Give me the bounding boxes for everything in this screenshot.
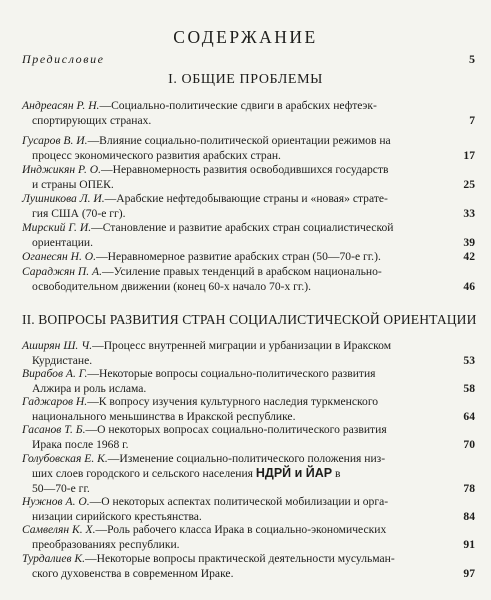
toc-entry [22, 220, 475, 250]
toc-entry [22, 522, 475, 552]
country-abbreviations: НДРЙ и ЙАР [255, 466, 333, 480]
toc-entry [22, 98, 475, 128]
entry-title: —Неравномерное развитие арабских стран (50—70-е гг.). [96, 250, 381, 263]
entry-title-continued: низации сирийского крестьянства. [32, 510, 202, 523]
entry-title: —Арабские нефтедобывающие страны и «новая» страте- [104, 192, 388, 205]
page-number: 5 [469, 52, 475, 66]
page-number: 91 [463, 538, 475, 551]
entry-title: —Некоторые вопросы социально-политического развития [87, 367, 376, 380]
section-heading-general-problems: I. ОБЩИЕ ПРОБЛЕМЫ [168, 72, 323, 87]
entry-title: —Влияние социально-политической ориентации режимов на [87, 134, 391, 147]
page-number: 70 [463, 438, 475, 451]
entry-title: —Изменение социально-политического положения низ- [107, 452, 386, 465]
page-title: СОДЕРЖАНИЕ [173, 27, 318, 47]
entry-author: Аширян Ш. Ч. [22, 339, 93, 352]
entry-title-continued: ского духовенства в современном Ираке. [32, 567, 234, 580]
page-number: 78 [463, 482, 475, 495]
toc-entry [22, 133, 475, 163]
entry-author: Вирабов А. Г. [22, 367, 88, 380]
toc-entry-preface [22, 52, 475, 67]
page-number: 64 [463, 410, 475, 423]
toc-entry [22, 394, 475, 424]
page-number: 84 [463, 510, 475, 523]
page-number: 53 [463, 354, 475, 367]
entry-title-continued: и страны ОПЕК. [32, 178, 114, 191]
entry-title-continued: национального меньшинства в Иракской республике. [32, 410, 296, 423]
entry-author: Инджикян Р. О. [22, 163, 102, 176]
entry-author: Нужнов А. О. [22, 495, 90, 508]
entry-author: Гусаров В. И. [22, 134, 88, 147]
entry-author: Турдалиев К. [22, 552, 85, 565]
entry-title-continued: гия США (70-е гг). [32, 207, 126, 220]
toc-entry [22, 451, 475, 496]
entry-title-continued: освободительном движении (конец 60-х начало 70-х гг.). [32, 280, 312, 293]
entry-title: —Социально-политические сдвиги в арабских нефтеэк- [99, 99, 377, 112]
entry-title-continued: Ирака после 1968 г. [32, 438, 129, 451]
entry-title-continued: Курдистане. [32, 354, 93, 367]
entry-author: Андреасян Р. Н. [22, 99, 100, 112]
page-number: 42 [463, 250, 475, 263]
entry-title: —Усиление правых тенденций в арабском национально- [102, 265, 382, 278]
page-number: 97 [463, 567, 475, 580]
entry-title-continued: 50—70-е гг. [32, 482, 90, 495]
entry-title-continued: ших слоев городского и сельского населения [32, 467, 256, 480]
page-number: 58 [463, 382, 475, 395]
entry-author: Лушникова Л. И. [22, 192, 105, 205]
entry-author: Гасанов Т. Б. [22, 423, 86, 436]
page-number: 33 [463, 207, 475, 220]
preface-label: Предисловие [22, 52, 105, 66]
entry-title: —Роль рабочего класса Ирака в социально-экономических [95, 523, 387, 536]
page-number: 17 [463, 149, 475, 162]
entry-title: —О некоторых вопросах социально-политического развития [85, 423, 387, 436]
entry-title-continued: преобразованиях республики. [32, 538, 180, 551]
toc-entry [22, 366, 475, 396]
entry-title: —К вопросу изучения культурного наследия туркменского [87, 395, 379, 408]
toc-entry [22, 551, 475, 581]
toc-entry [22, 422, 475, 452]
entry-title-continued: ориентации. [32, 236, 94, 249]
page-number: 25 [463, 178, 475, 191]
page-number: 46 [463, 280, 475, 293]
entry-title: —Процесс внутренней миграции и урбанизации в Иракском [92, 339, 392, 352]
entry-title-continued: спортирующих странах. [32, 114, 152, 127]
toc-entry [22, 249, 475, 264]
entry-author: Сараджян П. А. [22, 265, 103, 278]
entry-author: Мирский Г. И. [22, 221, 92, 234]
toc-entry [22, 494, 475, 524]
page-number: 39 [463, 236, 475, 249]
entry-title: —Некоторые вопросы практической деятельности мусульман- [85, 552, 395, 565]
entry-author: Голубовская Е. К. [22, 452, 108, 465]
entry-author: Самвелян К. Х. [22, 523, 96, 536]
entry-title-continued: процесс экономического развития арабских стран. [32, 149, 281, 162]
toc-entry [22, 191, 475, 221]
entry-title-continued: Алжира и роль ислама. [32, 382, 147, 395]
entry-title: —Становление и развитие арабских стран социалистической [91, 221, 394, 234]
toc-entry [22, 264, 475, 294]
entry-author: Оганесян Н. О. [22, 250, 97, 263]
page-number: 7 [469, 114, 475, 127]
toc-entry [22, 338, 475, 368]
toc-entry [22, 162, 475, 192]
entry-title: —О некоторых аспектах политической мобилизации и орга- [89, 495, 389, 508]
section-heading-socialist-orientation: II. ВОПРОСЫ РАЗВИТИЯ СТРАН СОЦИАЛИСТИЧЕСКОЙ ОРИЕНТАЦИИ [22, 312, 477, 327]
entry-title: —Неравномерность развития освободившихся государств [101, 163, 389, 176]
entry-author: Гаджаров Н. [22, 395, 88, 408]
entry-title-continued: в [332, 467, 341, 480]
